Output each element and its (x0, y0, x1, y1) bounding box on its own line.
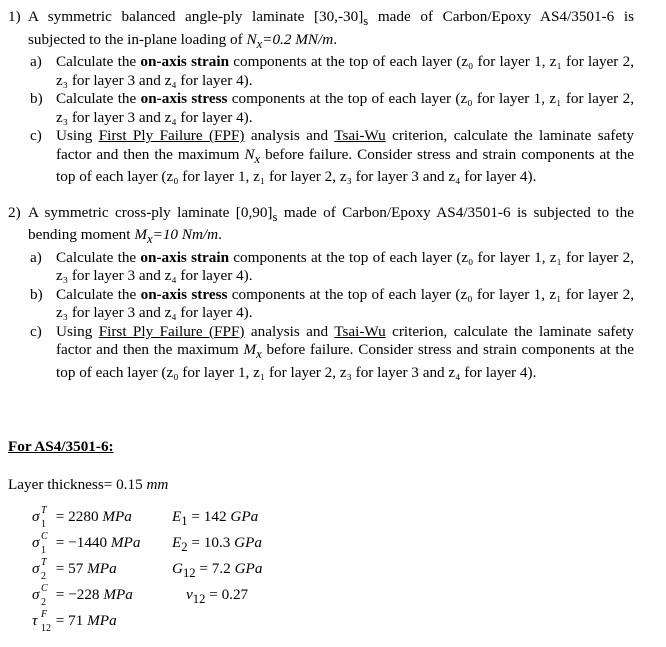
strength-sigma1-compression (32, 531, 141, 557)
layer-thickness (8, 476, 634, 495)
tsai-wu-term: Tsai-Wu (334, 322, 386, 340)
load-symbol: N (244, 145, 255, 163)
poisson-ratio-nu12 (186, 586, 248, 609)
modulus-e1 (172, 508, 258, 531)
part-label: b) (30, 285, 43, 303)
superscript: T (41, 505, 47, 517)
load-subscript: x (256, 347, 262, 362)
problem-statement (28, 8, 634, 53)
part-label: a) (30, 248, 42, 266)
load-symbol: M (243, 341, 257, 359)
load-value: =10 Nm/m (152, 226, 219, 244)
subscript: 1 (181, 514, 188, 529)
period: . (333, 30, 338, 48)
material-properties (8, 505, 634, 638)
symbol: σ (32, 534, 40, 552)
sub-questions (28, 53, 634, 187)
symbol: E (172, 534, 182, 552)
symbol: σ (32, 560, 40, 578)
sub-question-a (28, 249, 634, 286)
superscript: C (41, 531, 48, 543)
symbol: ν (186, 586, 193, 604)
problem-number: 1) (8, 8, 21, 25)
sub-question-b (28, 286, 634, 323)
strength-sigma2-tension (32, 557, 117, 583)
strength-tau12-shear (32, 609, 117, 635)
superscript: C (41, 583, 48, 595)
problem-statement (28, 204, 634, 249)
fpf-term: First Ply Failure (FPF) (98, 127, 245, 145)
value: = 10.3 (187, 534, 235, 552)
load-symbol: N (246, 30, 257, 48)
unit: GPa (234, 560, 263, 578)
document-page (8, 8, 634, 638)
part-text: components at the top of each layer (z₀ for layer 1, z₁ for layer 2, z₃ for layer 3 and z₄ for layer 4). (56, 248, 634, 285)
part-text: Calculate the (56, 285, 141, 303)
subscript: 2 (41, 597, 46, 609)
part-label: a) (30, 53, 42, 71)
part-text: analysis and (244, 322, 335, 340)
part-text: Calculate the (56, 90, 141, 108)
part-text: Calculate the (56, 248, 141, 266)
symbol: E (172, 508, 182, 526)
sub-questions (28, 249, 634, 383)
tsai-wu-term: Tsai-Wu (334, 127, 386, 145)
value: = 2280 (52, 508, 103, 526)
part-text: before failure. Consider stress and strain components at the top of each layer (z₀ for layer 1, z₁ for layer 2, z₃ for layer 3 and z₄ for layer 4). (56, 145, 634, 186)
period: . (218, 226, 222, 244)
value: = 7.2 (195, 560, 235, 578)
problem-number: 2) (8, 203, 21, 221)
value: = 142 (187, 508, 231, 526)
problem-1 (8, 8, 634, 187)
subscript: 2 (181, 540, 188, 555)
part-label: c) (30, 322, 42, 340)
subscript: 1 (41, 545, 46, 557)
part-label: c) (30, 127, 42, 145)
subscript: s (272, 209, 278, 224)
strength-sigma2-compression (32, 583, 133, 609)
load-subscript: x (256, 36, 263, 51)
statement-text: A symmetric cross-ply laminate [0,90] (28, 203, 273, 221)
symbol: τ (32, 612, 38, 630)
subscript: s (363, 14, 369, 29)
subscript: 2 (41, 571, 46, 583)
unit: MPa (87, 560, 117, 578)
unit: MPa (103, 586, 133, 604)
statement-text: made of Carbon/Epoxy AS4/3501-6 is subjected to the bending moment (28, 203, 635, 244)
part-text: Using (56, 127, 99, 145)
value: = 0.27 (205, 586, 249, 604)
sub-question-b (28, 90, 634, 127)
thickness-label: Layer thickness= 0.15 (8, 475, 147, 493)
thickness-unit: mm (146, 475, 169, 493)
unit: MPa (110, 534, 141, 552)
statement-text: made of Carbon/Epoxy AS4/3501-6 is subjected to the in-plane loading of (28, 8, 634, 48)
statement-text: A symmetric balanced angle-ply laminate [30,-30] (28, 8, 364, 25)
symbol: σ (32, 508, 40, 526)
part-text: Calculate the (56, 53, 141, 71)
load-value: =0.2 MN/m (262, 30, 334, 48)
modulus-g12 (172, 560, 262, 583)
value: = 71 (52, 612, 88, 630)
problem-2 (8, 204, 634, 383)
strength-sigma1-tension (32, 505, 132, 531)
load-symbol: M (134, 226, 147, 244)
unit: MPa (87, 612, 117, 630)
superscript: F (41, 609, 48, 621)
part-text: components at the top of each layer (z₀ for layer 1, z₁ for layer 2, z₃ for layer 3 and z₄ for layer 4). (56, 285, 634, 322)
sub-question-c (28, 323, 634, 383)
superscript: T (41, 557, 47, 569)
load-subscript: x (146, 232, 153, 247)
value: = −228 (52, 586, 104, 604)
part-label: b) (30, 90, 43, 108)
symbol: G (172, 560, 183, 578)
part-text: criterion, calculate the laminate safety factor and then the maximum (56, 127, 634, 163)
part-emphasis: on-axis stress (140, 285, 228, 303)
subscript: 1 (41, 519, 46, 531)
material-heading: For AS4/3501-6: (8, 438, 114, 456)
part-text: Using (56, 322, 99, 340)
modulus-e2 (172, 534, 262, 557)
part-emphasis: on-axis stress (140, 90, 228, 108)
value: = −1440 (52, 534, 111, 552)
part-text: before failure. Consider stress and strain components at the top of each layer (z₀ for layer 1, z₁ for layer 2, z₃ for layer 3 and z₄ for layer 4). (56, 341, 634, 381)
subscript: 12 (41, 623, 51, 635)
unit: MPa (102, 508, 132, 526)
sub-question-a (28, 53, 634, 90)
sub-question-c (28, 127, 634, 187)
subscript: 12 (192, 592, 206, 607)
fpf-term: First Ply Failure (FPF) (98, 322, 245, 340)
unit: GPa (234, 534, 262, 552)
load-subscript: x (254, 151, 261, 166)
value: = 57 (52, 560, 88, 578)
symbol: σ (32, 586, 40, 604)
subscript: 12 (182, 566, 196, 581)
part-text: components at the top of each layer (z₀ for layer 1, z₁ for layer 2, z₃ for layer 3 and z₄ for layer 4). (56, 53, 634, 89)
part-text: components at the top of each layer (z₀ for layer 1, z₁ for layer 2, z₃ for layer 3 and z₄ for layer 4). (56, 90, 634, 126)
unit: GPa (230, 508, 259, 526)
part-text: criterion, calculate the laminate safety factor and then the maximum (56, 322, 634, 359)
part-emphasis: on-axis strain (140, 248, 230, 266)
part-emphasis: on-axis strain (140, 53, 230, 71)
part-text: analysis and (244, 127, 335, 145)
